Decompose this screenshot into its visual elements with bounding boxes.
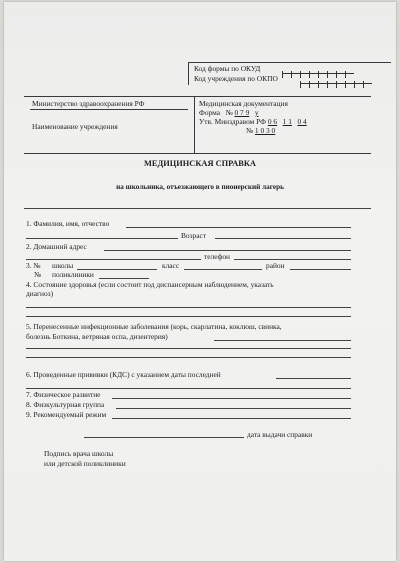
okpo-label: Код учреждения по ОКПО xyxy=(194,74,278,83)
field-age-line[interactable] xyxy=(215,238,351,239)
field-name-line[interactable] xyxy=(126,227,351,228)
field-district-label: район xyxy=(266,261,285,270)
field-address-line-2[interactable] xyxy=(26,259,201,260)
field-infections-line-1[interactable] xyxy=(214,340,351,341)
field-clinic-label: поликлиники xyxy=(52,270,94,279)
field-school-label: школы xyxy=(52,261,74,270)
ministry-label: Министерство здравоохранения РФ xyxy=(32,99,145,108)
field-phone-line[interactable] xyxy=(234,259,351,260)
order-number: 1 0 3 0 xyxy=(254,126,276,135)
form-line xyxy=(199,108,259,117)
okpo-code-cells[interactable] xyxy=(300,75,372,84)
field-health-line-1[interactable] xyxy=(26,307,351,308)
field-infections-line-2[interactable] xyxy=(26,348,351,349)
field-district-line[interactable] xyxy=(290,269,351,270)
ministry-underline xyxy=(30,109,188,110)
issue-date-line[interactable] xyxy=(84,437,244,438)
field-infections-line-3[interactable] xyxy=(26,357,351,358)
header-table-top xyxy=(24,96,371,97)
field-physical-line[interactable] xyxy=(112,398,351,399)
field-health-line-2[interactable] xyxy=(26,316,351,317)
approved-day: 0 6 xyxy=(267,117,278,126)
field-clinic-line[interactable] xyxy=(99,278,149,279)
field-vaccinations-line-1[interactable] xyxy=(276,378,351,379)
page-title: МЕДИЦИНСКАЯ СПРАВКА xyxy=(144,159,256,168)
field-regime-line[interactable] xyxy=(112,418,351,419)
field-vaccinations-line-2[interactable] xyxy=(26,388,351,389)
approved-year: 0 4 xyxy=(297,117,307,126)
header-table-bottom xyxy=(24,153,371,154)
approved-label: Утв. Минздравом РФ xyxy=(199,117,266,126)
doctor-signature-label: Подпись врача школы xyxy=(44,449,114,458)
field-school-no-label: 3. № xyxy=(26,261,41,270)
field-physical-label: 7. Физическое развитие xyxy=(26,390,101,399)
approved-line xyxy=(199,117,307,126)
form-number: 0 7 9 xyxy=(234,108,250,117)
field-health-label-2: диагноз) xyxy=(26,289,54,298)
field-name-label: 1. Фамилия, имя, отчество xyxy=(26,219,110,228)
field-address-label: 2. Домашний адрес xyxy=(26,242,87,251)
field-clinic-no-label: № xyxy=(34,270,42,279)
page-subtitle: на школьника, отъезжающего в пионерский лагерь xyxy=(116,183,284,191)
field-infections-label: 5. Перенесенные инфекционные заболевания (корь, скарлатина, коклюш, свинка, xyxy=(26,322,282,331)
header-table-divider xyxy=(194,96,195,153)
document-page xyxy=(4,2,396,561)
issue-date-label: дата выдачи справки xyxy=(247,430,313,439)
field-address-line[interactable] xyxy=(104,250,351,251)
okud-code-cells[interactable] xyxy=(282,65,354,74)
field-class-label: класс xyxy=(162,261,180,270)
field-regime-label: 9. Рекомендуемый режим xyxy=(26,410,107,419)
form-label: Форма xyxy=(199,108,221,117)
field-pe-group-label: 8. Физкультурная группа xyxy=(26,400,105,409)
field-pe-group-line[interactable] xyxy=(116,408,351,409)
approved-month: 1 1 xyxy=(282,117,292,126)
field-class-line[interactable] xyxy=(184,269,262,270)
institution-label: Наименование учреждения xyxy=(32,122,118,131)
order-line xyxy=(246,126,275,135)
form-suffix: у xyxy=(254,108,259,117)
code-box-top-border xyxy=(188,62,391,63)
field-name-line-2[interactable] xyxy=(26,238,178,239)
field-phone-label: телефон xyxy=(204,252,231,261)
doc-type-label: Медицинская документация xyxy=(199,99,288,108)
field-vaccinations-label: 6. Проведенные прививки (КДС) с указанием даты последней xyxy=(26,370,221,379)
code-box-left-border xyxy=(188,62,189,85)
clinic-signature-label: или детской поликлиники xyxy=(44,459,126,468)
field-infections-label-2: болезнь Боткина, ветряная оспа, дизентерия) xyxy=(26,332,168,341)
okud-label: Код формы по ОКУД xyxy=(194,64,261,73)
form-no-sign: № xyxy=(225,108,233,117)
order-no-sign: № xyxy=(246,126,254,135)
title-rule xyxy=(24,208,371,209)
field-health-label: 4. Состояние здоровья (если состоит под диспансерным наблюдением, указать xyxy=(26,280,274,289)
field-age-label: Возраст xyxy=(181,231,207,240)
